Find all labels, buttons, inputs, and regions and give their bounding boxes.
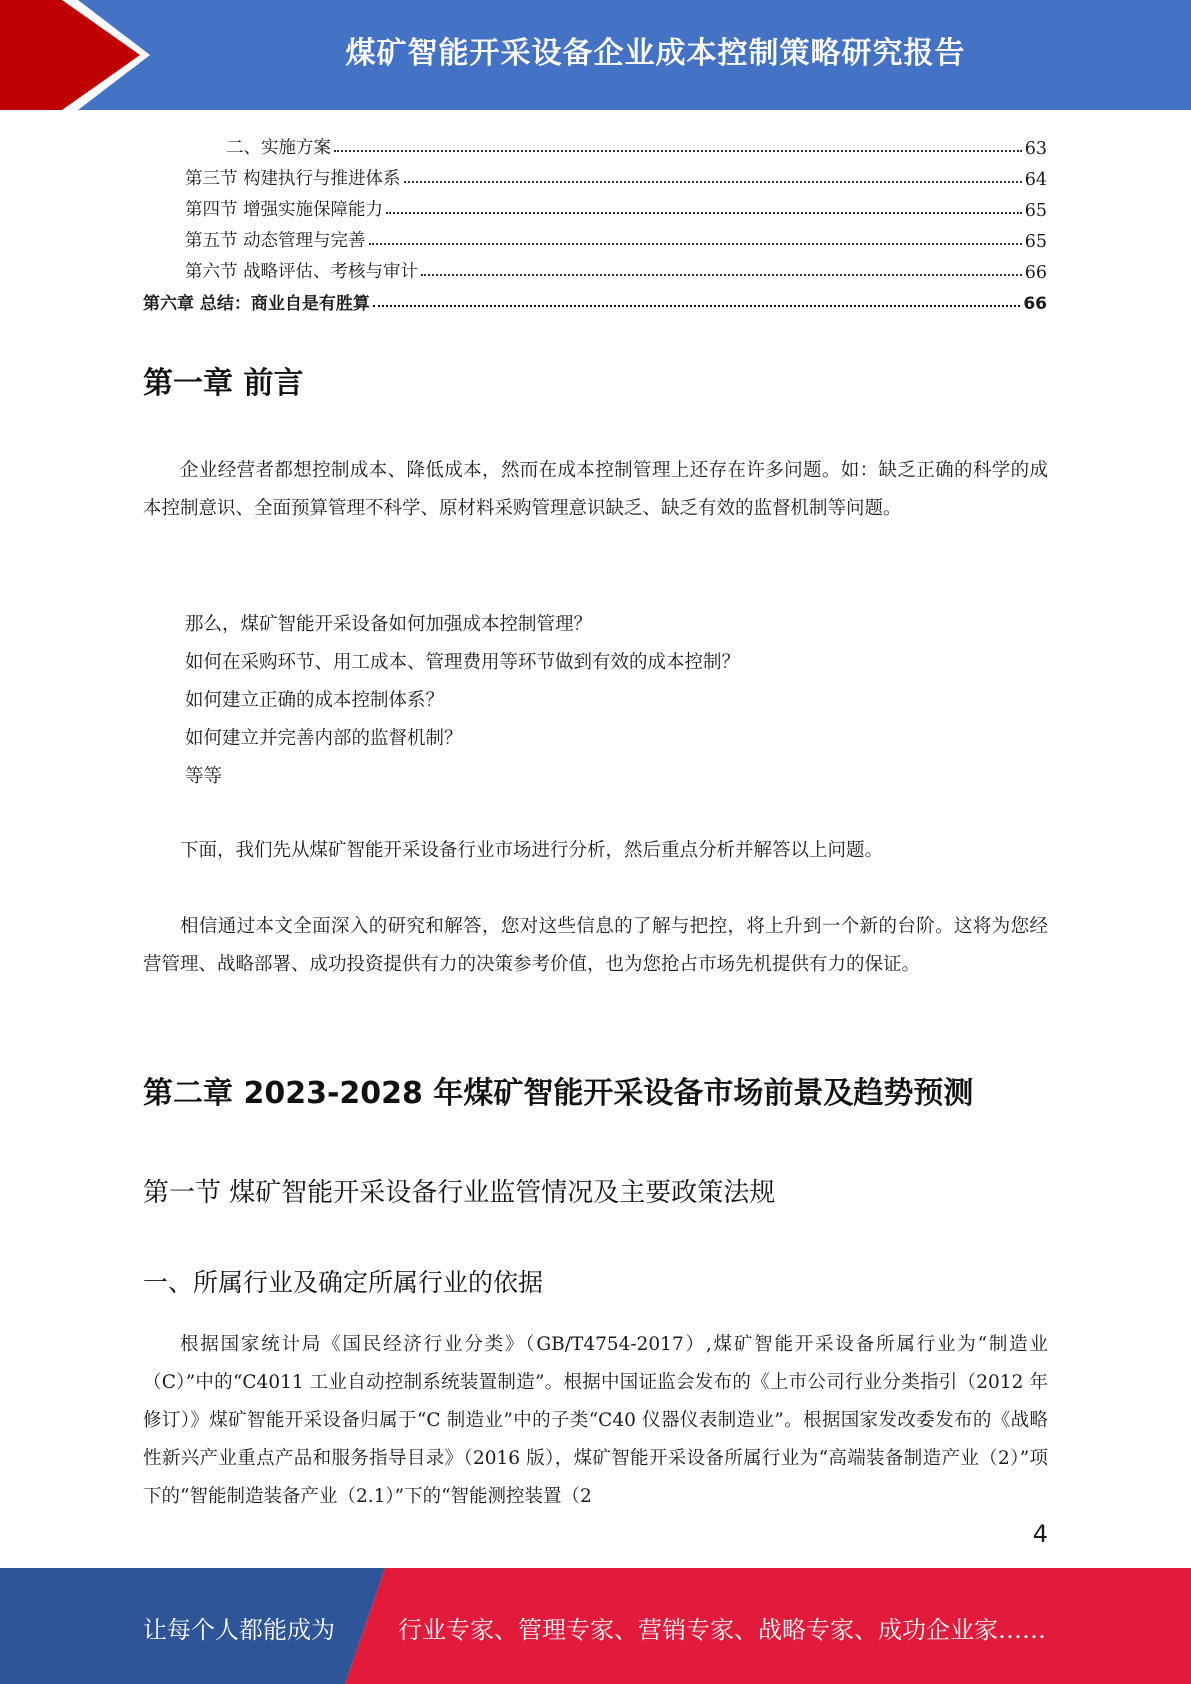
question-line: 如何建立正确的成本控制体系？ xyxy=(185,690,445,711)
toc-entry-chapter[interactable] xyxy=(143,283,1047,314)
chapter-1-paragraph-2: 下面，我们先从煤矿智能开采设备行业市场进行分析，然后重点分析并解答以上问题。 xyxy=(180,840,884,861)
chapter-1-paragraph-3: 相信通过本文全面深入的研究和解答，您对这些信息的了解与把控，将上升到一个新的台阶。这将为您经营管理、战略部署、成功投资提供有力的决策参考价值，也为您抢占市场先机提供有力的保证。 xyxy=(143,916,1048,975)
page-number: 4 xyxy=(1032,1520,1048,1548)
question-line: 如何在采购环节、用工成本、管理费用等环节做到有效的成本控制？ xyxy=(185,652,741,673)
subsection-1-heading: 一、所属行业及确定所属行业的依据 xyxy=(143,1268,544,1297)
section-1-heading: 第一节 煤矿智能开采设备行业监管情况及主要政策法规 xyxy=(143,1178,776,1208)
toc-label: 第六节 战略评估、考核与审计 xyxy=(185,262,419,282)
toc-entry[interactable] xyxy=(143,252,1047,283)
toc-label: 第三节 构建执行与推进体系 xyxy=(185,169,401,189)
toc-leader xyxy=(421,274,1022,276)
toc-entry[interactable] xyxy=(143,128,1047,159)
toc-page: 63 xyxy=(1024,139,1047,159)
footer-banner xyxy=(0,1568,1191,1684)
toc-page: 65 xyxy=(1024,232,1047,252)
toc-leader xyxy=(386,212,1022,214)
chapter-2-paragraph-1: 根据国家统计局《国民经济行业分类》（GB/T4754-2017）,煤矿智能开采设备所属行业为“制造业（C）”中的“C4011 工业自动控制系统装置制造”。根据中国证监会发布的《上市公司行业分类指引（2012 年修订）》煤矿智能开采设备归属于“C 制造业”中的子类“C40 仪器仪表制造业”。根据国家发改委发布的《战略性新兴产业重点产品和服务指导目录》（2016 版），煤矿智能开采设备所属行业为“高端装备制造产业（2）”项下的“智能制造装备产业（2.1）”下的“智能测控装置（2 xyxy=(143,1334,1048,1507)
toc-entry[interactable] xyxy=(143,190,1047,221)
chapter-2-heading: 第二章 2023-2028 年煤矿智能开采设备市场前景及趋势预测 xyxy=(143,1076,974,1111)
question-line: 如何建立并完善内部的监督机制？ xyxy=(185,728,463,749)
toc-leader xyxy=(404,181,1022,183)
header-banner xyxy=(0,0,1191,110)
toc-entry[interactable] xyxy=(143,159,1047,190)
toc-entry[interactable] xyxy=(143,221,1047,252)
question-line: 等等 xyxy=(185,766,223,787)
toc-label: 二、实施方案 xyxy=(226,138,331,158)
chapter-1-paragraph-1: 企业经营者都想控制成本、降低成本，然而在成本控制管理上还存在许多问题。如：缺乏正确的科学的成本控制意识、全面预算管理不科学、原材料采购管理意识缺乏、缺乏有效的监督机制等问题。 xyxy=(143,460,1048,519)
toc-leader xyxy=(369,243,1022,245)
toc-label: 第六章 总结：商业自是有胜算 xyxy=(143,294,370,314)
footer-slogan-right: 行业专家、管理专家、营销专家、战略专家、成功企业家…… xyxy=(398,1616,1046,1644)
footer-slogan-left: 让每个人都能成为 xyxy=(143,1616,335,1644)
question-line: 那么，煤矿智能开采设备如何加强成本控制管理？ xyxy=(185,614,593,635)
toc-page: 66 xyxy=(1023,294,1047,314)
toc-leader xyxy=(373,305,1020,307)
toc-page: 64 xyxy=(1024,170,1047,190)
toc-label: 第四节 增强实施保障能力 xyxy=(185,200,384,220)
toc-page: 65 xyxy=(1024,201,1047,221)
chapter-1-heading: 第一章 前言 xyxy=(143,366,304,401)
toc-leader xyxy=(334,150,1022,152)
document-title: 煤矿智能开采设备企业成本控制策略研究报告 xyxy=(345,36,966,71)
toc-label: 第五节 动态管理与完善 xyxy=(185,231,366,251)
table-of-contents xyxy=(143,128,1047,314)
toc-page: 66 xyxy=(1024,263,1047,283)
